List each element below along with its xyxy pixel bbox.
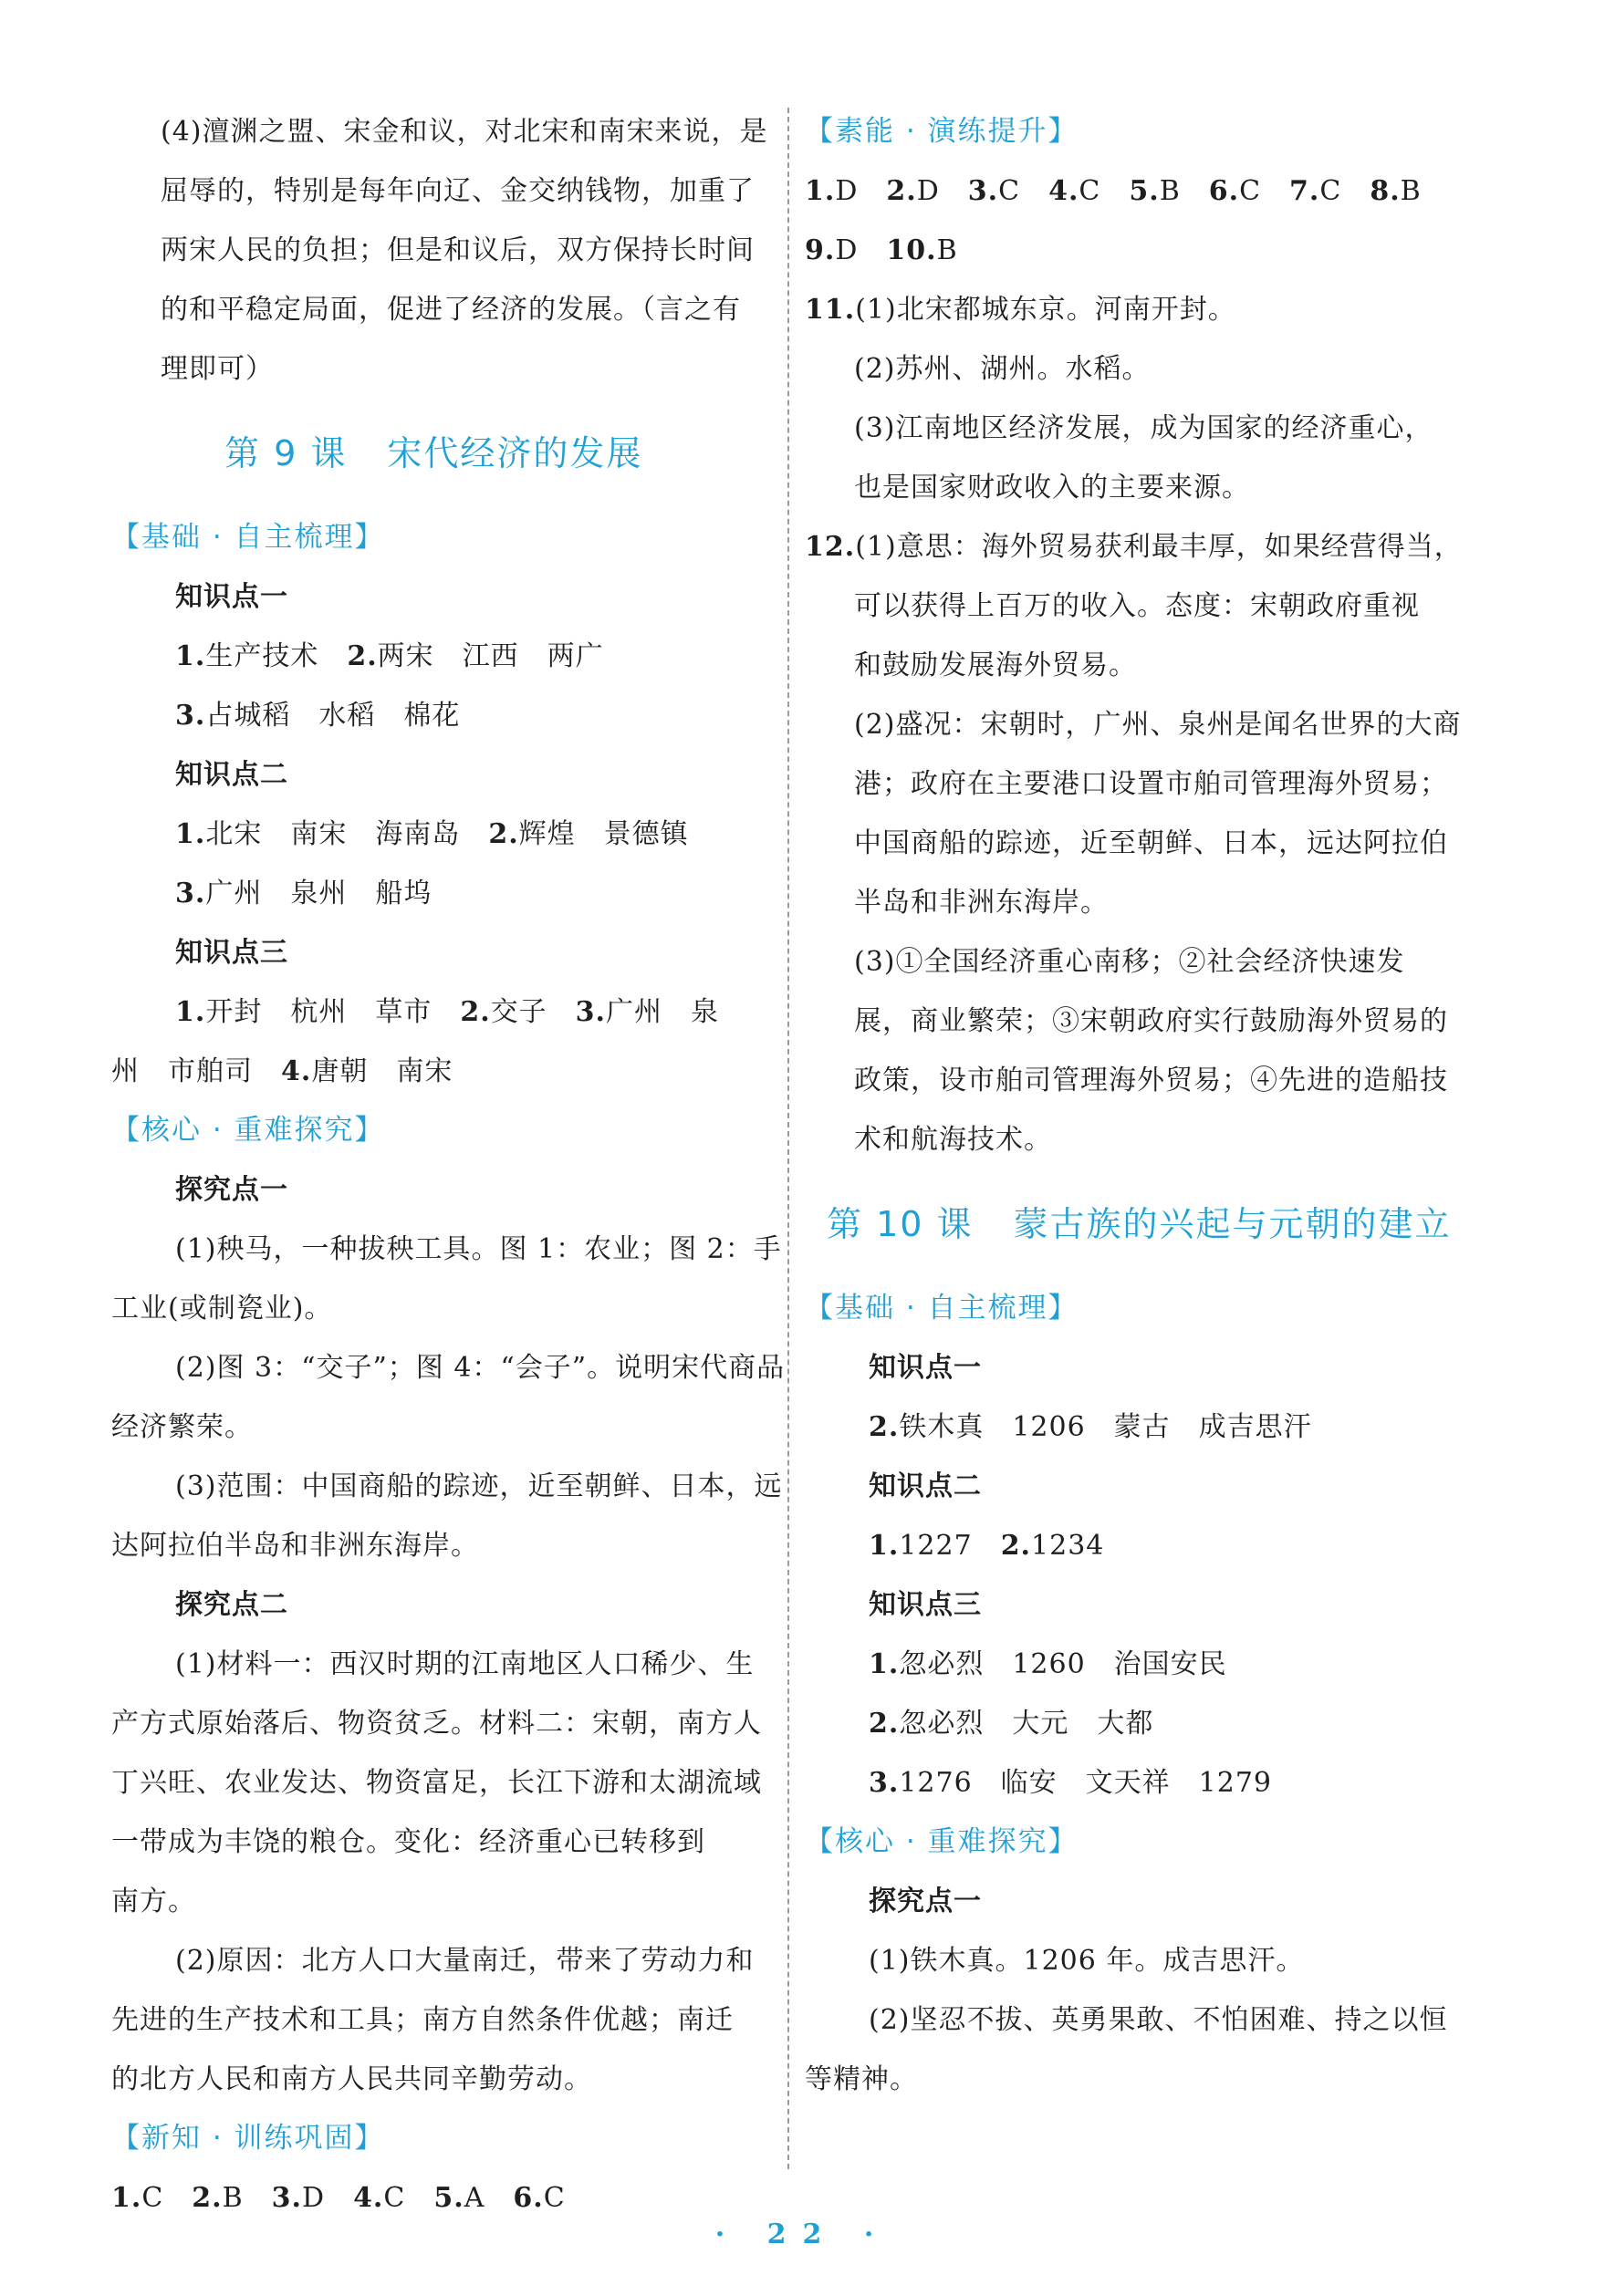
lesson-9-title [111, 399, 794, 508]
paragraph-line: (1)铁木真。1206 年。成吉思汗。 [869, 1945, 1305, 1977]
knowledge-point-title: 知识点一 [175, 581, 288, 613]
answer-line: 3.广州 泉州 船坞 [175, 878, 433, 909]
paragraph-line: 中国商船的踪迹，近至朝鲜、日本，远达阿拉伯 [854, 827, 1448, 859]
answer-line: 3.占城稻 水稻 棉花 [175, 700, 461, 732]
section-heading-core: 【核心 · 重难探究】 [805, 1825, 1079, 1858]
paragraph-line: (1)秧马，一种拔秧工具。图 1：农业；图 2：手 [175, 1233, 782, 1265]
paragraph-line: 也是国家财政收入的主要来源。 [854, 472, 1250, 504]
answer-line: 州 市舶司 4.唐朝 南宋 [111, 1055, 453, 1087]
paragraph-line: 工业(或制瓷业)。 [111, 1293, 333, 1325]
knowledge-point-title: 知识点一 [869, 1352, 982, 1384]
answer-line: 1.北宋 南宋 海南岛 2.辉煌 景德镇 [175, 818, 689, 850]
explore-point-title: 探究点二 [175, 1589, 288, 1621]
section-heading-core: 【核心 · 重难探究】 [111, 1114, 385, 1147]
paragraph-line: (3)江南地区经济发展，成为国家的经济重心， [854, 412, 1433, 444]
question-12-line: 12.(1)意思：海外贸易获利最丰厚，如果经营得当， [805, 531, 1463, 563]
left-column [111, 102, 794, 2228]
knowledge-point-title: 知识点二 [869, 1470, 982, 1502]
knowledge-point-title: 知识点二 [175, 759, 288, 791]
knowledge-point-title: 知识点三 [175, 937, 288, 969]
paragraph-line: (2)图 3：“交子”；图 4：“会子”。说明宋代商品 [175, 1352, 786, 1384]
paragraph-line: 的北方人民和南方人民共同辛勤劳动。 [111, 2063, 592, 2095]
answer-line: 1.1227 2.1234 [869, 1530, 1105, 1562]
section-heading-basic: 【基础 · 自主梳理】 [805, 1292, 1079, 1325]
paragraph-line: 半岛和非洲东海岸。 [854, 887, 1109, 919]
lesson-name: 宋代经济的发展 [387, 433, 643, 473]
answer-line: 1.D 2.D 3.C 4.C 5.B 6.C 7.C 8.B [805, 175, 1422, 207]
paragraph-line: (2)坚忍不拔、英勇果敢、不怕困难、持之以恒 [869, 2004, 1448, 2036]
paragraph-line: (3)①全国经济重心南移；②社会经济快速发 [854, 946, 1405, 978]
paragraph-line: 先进的生产技术和工具；南方自然条件优越；南迁 [111, 2004, 734, 2036]
paragraph-line: 南方。 [111, 1886, 196, 1917]
paragraph-line: 术和航海技术。 [854, 1124, 1052, 1156]
lesson-10-title [805, 1169, 1487, 1279]
knowledge-point-title: 知识点三 [869, 1589, 982, 1621]
explore-point-title: 探究点一 [175, 1174, 288, 1206]
section-heading-new: 【新知 · 训练巩固】 [111, 2122, 385, 2155]
paragraph-line: (3)范围：中国商船的踪迹，近至朝鲜、日本，远 [175, 1470, 783, 1502]
paragraph-line: 一带成为丰饶的粮仓。变化：经济重心已转移到 [111, 1826, 705, 1858]
paragraph-line: 经济繁荣。 [111, 1411, 253, 1443]
answer-line: 3.1276 临安 文天祥 1279 [869, 1767, 1273, 1799]
intro-line: 的和平稳定局面，促进了经济的发展。（言之有 [161, 294, 741, 326]
paragraph-line: (2)苏州、湖州。水稻。 [854, 353, 1151, 385]
answer-line: 1.开封 杭州 草市 2.交子 3.广州 泉 [175, 996, 719, 1028]
paragraph-line: 和鼓励发展海外贸易。 [854, 649, 1137, 681]
paragraph-line: 展，商业繁荣；③宋朝政府实行鼓励海外贸易的 [854, 1005, 1448, 1037]
answer-line: 2.铁木真 1206 蒙古 成吉思汗 [869, 1411, 1312, 1443]
answer-line: 1.生产技术 2.两宋 江西 两广 [175, 640, 604, 672]
answer-line: 9.D 10.B [805, 234, 958, 266]
section-heading-skill: 【素能 · 演练提升】 [805, 115, 1079, 148]
page-number: · 22 · [714, 2218, 891, 2250]
answer-line: 1.C 2.B 3.D 4.C 5.A 6.C [111, 2182, 566, 2214]
paragraph-line: 等精神。 [805, 2063, 918, 2095]
intro-line: 两宋人民的负担；但是和议后，双方保持长时间 [161, 234, 755, 266]
paragraph-line: 政策，设市舶司管理海外贸易；④先进的造船技 [854, 1065, 1448, 1096]
right-column [805, 102, 1487, 2109]
explore-point-title: 探究点一 [869, 1886, 982, 1917]
paragraph-line: 产方式原始落后、物资贫乏。材料二：宋朝，南方人 [111, 1708, 762, 1740]
paragraph-line: 港；政府在主要港口设置市舶司管理海外贸易； [854, 768, 1448, 800]
section-heading-basic: 【基础 · 自主梳理】 [111, 521, 385, 554]
lesson-name: 蒙古族的兴起与元朝的建立 [1013, 1204, 1452, 1244]
intro-line: 理即可） [161, 353, 274, 385]
intro-line: (4)澶渊之盟、宋金和议，对北宋和南宋来说，是 [161, 116, 768, 148]
answer-line: 1.忽必烈 1260 治国安民 [869, 1648, 1227, 1680]
paragraph-line: 达阿拉伯半岛和非洲东海岸。 [111, 1530, 479, 1562]
question-11-line: 11.(1)北宋都城东京。河南开封。 [805, 294, 1236, 326]
paragraph-line: 可以获得上百万的收入。态度：宋朝政府重视 [854, 590, 1420, 622]
paragraph-line: (2)盛况：宋朝时，广州、泉州是闻名世界的大商 [854, 709, 1462, 741]
answer-line: 2.忽必烈 大元 大都 [869, 1708, 1154, 1740]
intro-line: 屈辱的，特别是每年向辽、金交纳钱物，加重了 [161, 175, 755, 207]
paragraph-line: 丁兴旺、农业发达、物资富足，长江下游和太湖流域 [111, 1767, 762, 1799]
lesson-number: 第 9 课 [224, 433, 348, 473]
paragraph-line: (1)材料一：西汉时期的江南地区人口稀少、生 [175, 1648, 755, 1680]
lesson-number: 第 10 课 [827, 1204, 974, 1244]
paragraph-line: (2)原因：北方人口大量南迁，带来了劳动力和 [175, 1945, 755, 1977]
